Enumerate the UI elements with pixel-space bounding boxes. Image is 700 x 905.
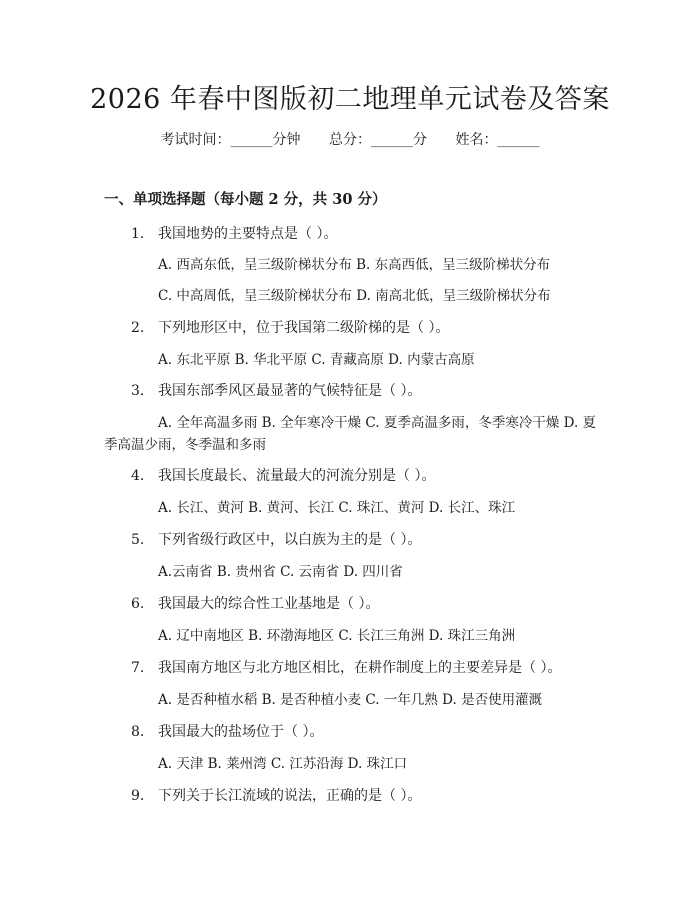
question-number: 8.	[131, 724, 145, 740]
question-text: 我国地势的主要特点是（ ）。	[158, 226, 338, 242]
question-options: A. 辽中南地区 B. 环渤海地区 C. 长江三角洲 D. 珠江三角洲	[158, 628, 516, 644]
page-title: 2026 年春中图版初二地理单元试卷及答案	[90, 84, 610, 115]
question-number: 1.	[131, 226, 145, 242]
question-item	[131, 224, 337, 244]
question-number: 5.	[131, 532, 145, 548]
question-options: A. 是否种植水稻 B. 是否种植小麦 C. 一年几熟 D. 是否使用灌溉	[158, 692, 543, 708]
student-name-field: 姓名：______	[455, 132, 540, 148]
question-text: 下列省级行政区中，以白族为主的是（ ）。	[158, 532, 422, 548]
question-item	[131, 318, 449, 338]
question-options: A. 长江、黄河 B. 黄河、长江 C. 珠江、黄河 D. 长江、珠江	[158, 500, 516, 516]
question-options: A. 西高东低，呈三级阶梯状分布 B. 东高西低，呈三级阶梯状分布	[158, 257, 551, 273]
question-text: 下列关于长江流域的说法，正确的是（ ）。	[158, 788, 422, 804]
question-item	[131, 594, 379, 614]
question-options: A.云南省 B. 贵州省 C. 云南省 D. 四川省	[158, 564, 403, 580]
question-text: 下列地形区中，位于我国第二级阶梯的是（ ）。	[158, 320, 450, 336]
question-item	[131, 530, 421, 550]
question-item	[131, 786, 421, 806]
question-options: A. 东北平原 B. 华北平原 C. 青藏高原 D. 内蒙古高原	[158, 352, 475, 368]
question-item	[131, 722, 323, 742]
question-number: 9.	[131, 788, 145, 804]
question-number: 6.	[131, 596, 145, 612]
exam-info-line	[0, 130, 700, 150]
question-text: 我国南方地区与北方地区相比，在耕作制度上的主要差异是（ ）。	[158, 660, 562, 676]
question-text: 我国长度最长、流量最大的河流分别是（ ）。	[158, 468, 436, 484]
question-item	[131, 381, 421, 401]
question-item	[131, 658, 561, 678]
question-number: 7.	[131, 660, 145, 676]
question-options: A. 天津 B. 莱州湾 C. 江苏沿海 D. 珠江口	[158, 756, 408, 772]
question-number: 4.	[131, 468, 145, 484]
question-item	[131, 466, 435, 486]
question-options: A. 全年高温多雨 B. 全年寒冷干燥 C. 夏季高温多雨，冬季寒冷干燥 D. 夏季高温少雨，冬季温和多雨	[104, 415, 597, 453]
exam-time-field: 考试时间：______分钟	[160, 132, 301, 148]
section-heading: 一、单项选择题（每小题 2 分，共 30 分）	[104, 191, 387, 208]
question-text: 我国最大的盐场位于（ ）。	[158, 724, 324, 740]
question-number: 2.	[131, 320, 145, 336]
total-score-field: 总分：______分	[329, 132, 427, 148]
question-number: 3.	[131, 383, 145, 399]
question-text: 我国最大的综合性工业基地是（ ）。	[158, 596, 380, 612]
question-text: 我国东部季风区最显著的气候特征是（ ）。	[158, 383, 422, 399]
question-options: C. 中高周低，呈三级阶梯状分布 D. 南高北低，呈三级阶梯状分布	[158, 288, 551, 304]
